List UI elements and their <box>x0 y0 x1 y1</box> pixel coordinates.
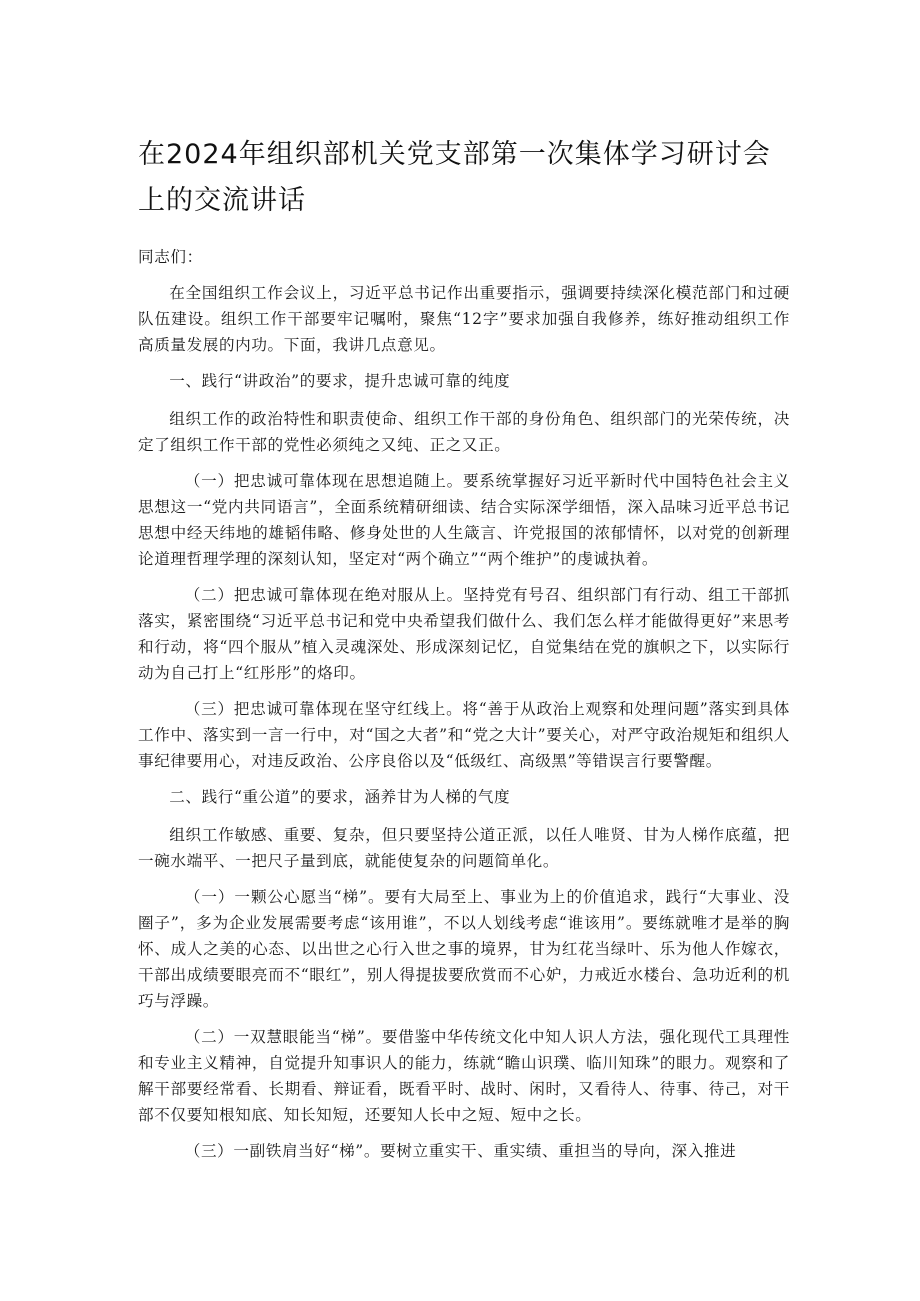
paragraph: 在全国组织工作会议上，习近平总书记作出重要指示，强调要持续深化模范部门和过硬队伍建设。组织工作干部要牢记嘱咐，聚焦“12字”要求加强自我修养，练好推动组织工作高质量发展的内功。下面，我讲几点意见。 <box>138 284 790 354</box>
paragraph: 组织工作敏感、重要、复杂，但只要坚持公道正派，以任人唯贤、甘为人梯作底蕴，把一碗水端平、一把尺子量到底，就能使复杂的问题简单化。 <box>138 826 790 870</box>
paragraph: （二）把忠诚可靠体现在绝对服从上。坚持党有号召、组织部门有行动、组工干部抓落实，紧密围绕“习近平总书记和党中央希望我们做什么、我们怎么样才能做得更好”来思考和行动，将“四个服从”植入灵魂深处、形成深刻记忆，自觉集结在党的旗帜之下，以实际行动为自己打上“红彤彤”的烙印。 <box>138 586 790 682</box>
section-heading: 一、践行“讲政治”的要求，提升忠诚可靠的纯度 <box>169 372 511 390</box>
document-body <box>138 244 790 1174</box>
document-title: 在2024年组织部机关党支部第一次集体学习研讨会上的交流讲话 <box>138 139 771 216</box>
paragraph: （一）把忠诚可靠体现在思想追随上。要系统掌握好习近平新时代中国特色社会主义思想这一“党内共同语言”，全面系统精研细读、结合实际深学细悟，深入品味习近平总书记思想中经天纬地的雄韬伟略、修身处世的人生箴言、许党报国的浓郁情怀，以对党的创新理论道理哲理学理的深刻认知，坚定对“两个确立”“两个维护”的虔诚执着。 <box>138 472 790 568</box>
paragraph: （一）一颗公心愿当“梯”。要有大局至上、事业为上的价值追求，践行“大事业、没圈子”，多为企业发展需要考虑“该用谁”，不以人划线考虑“谁该用”。要练就唯才是举的胸怀、成人之美的心态、以出世之心行入世之事的境界，甘为红花当绿叶、乐为他人作嫁衣，干部出成绩要眼亮而不“眼红”，别人得提拔要欣赏而不心妒，力戒近水楼台、急功近利的机巧与浮躁。 <box>138 888 790 1010</box>
paragraph: 组织工作的政治特性和职责使命、组织工作干部的身份角色、组织部门的光荣传统，决定了组织工作干部的党性必须纯之又纯、正之又正。 <box>138 410 790 454</box>
paragraph: （三）一副铁肩当好“梯”。要树立重实干、重实绩、重担当的导向，深入推进 <box>184 1142 737 1160</box>
paragraph: （三）把忠诚可靠体现在坚守红线上。将“善于从政治上观察和处理问题”落实到具体工作中、落实到一言一行中，对“国之大者”和“党之大计”要关心，对严守政治规矩和组织人事纪律要用心，对违反政治、公序良俗以及“低级红、高级黑”等错误言行要警醒。 <box>138 700 790 770</box>
section-heading: 二、践行“重公道”的要求，涵养甘为人梯的气度 <box>169 788 511 806</box>
greeting: 同志们： <box>138 248 203 266</box>
paragraph: （二）一双慧眼能当“梯”。要借鉴中华传统文化中知人识人方法，强化现代工具理性和专业主义精神，自觉提升知事识人的能力，练就“瞻山识璞、临川知珠”的眼力。观察和了解干部要经常看、长期看、辩证看，既看平时、战时、闲时，又看待人、待事、待己，对干部不仅要知根知底、知长知短，还要知人长中之短、短中之长。 <box>138 1028 790 1124</box>
